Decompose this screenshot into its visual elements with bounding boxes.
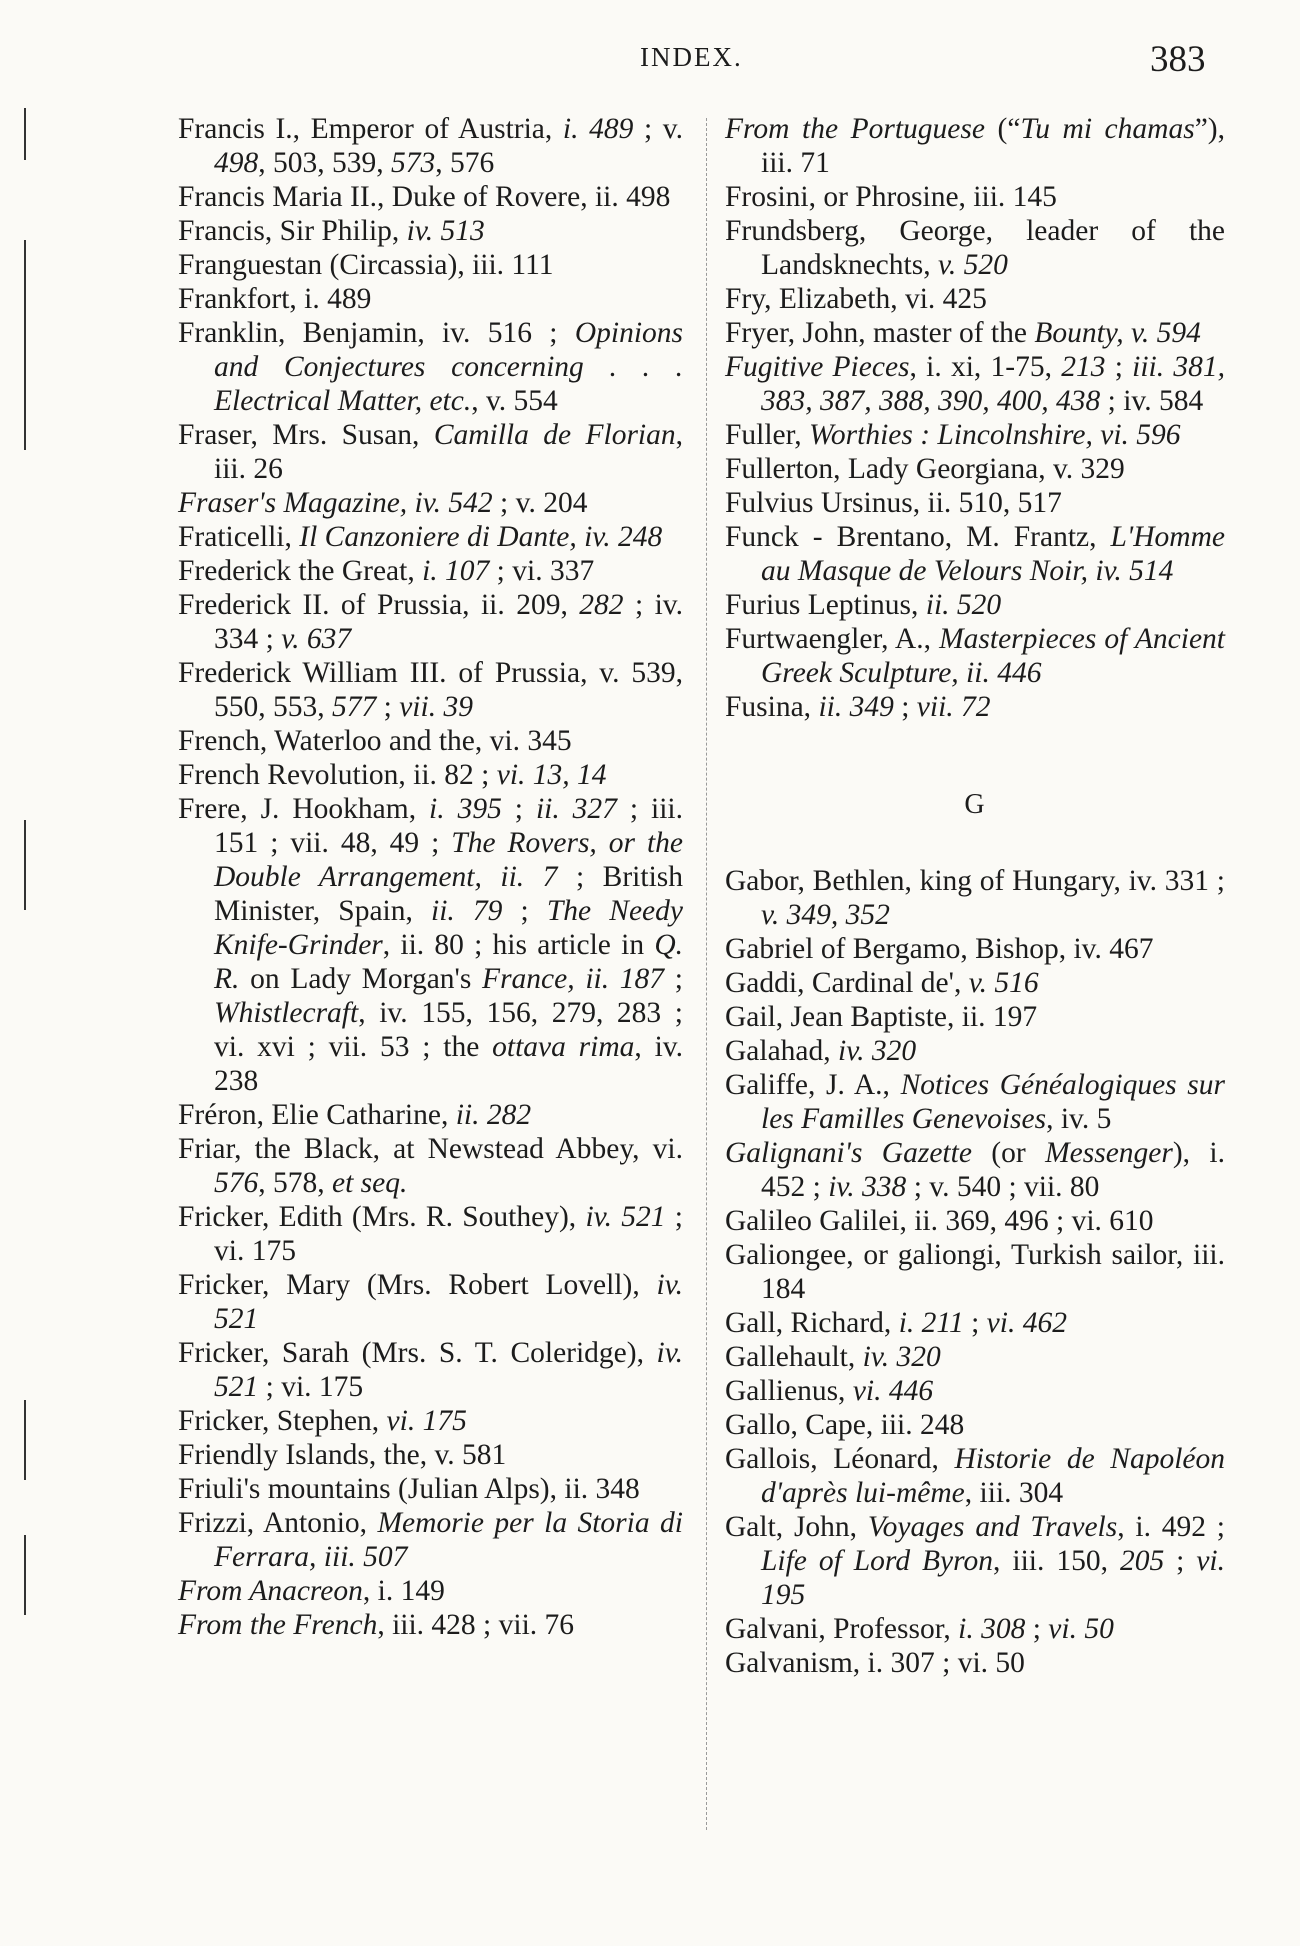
index-entry: Fusina, ii. 349 ; vii. 72 <box>725 691 991 723</box>
index-entry: Fréron, Elie Catharine, ii. 282 <box>178 1099 532 1131</box>
index-entry: Francis, Sir Philip, iv. 513 <box>178 215 485 247</box>
index-entry: Frederick II. of Prussia, ii. 209, 282 ; iv. 334 ; v. 637 <box>178 589 683 655</box>
index-entry: Furtwaengler, A., Masterpieces of Ancient Greek Sculpture, ii. 446 <box>725 623 1226 689</box>
running-head: INDEX. <box>640 42 743 72</box>
index-entry: Fricker, Sarah (Mrs. S. T. Coleridge), iv. 521 ; vi. 175 <box>178 1337 683 1403</box>
index-section-g <box>725 864 1225 1680</box>
margin-mark <box>24 240 26 450</box>
index-column-right <box>725 112 1225 1680</box>
index-entry: Gallois, Léonard, Historie de Napoléon d'après lui-même, iii. 304 <box>725 1443 1225 1509</box>
margin-mark <box>24 1535 26 1615</box>
index-entry: Gail, Jean Baptiste, ii. 197 <box>725 1001 1038 1033</box>
index-entry: Fraticelli, Il Canzoniere di Dante, iv. 248 <box>178 521 663 553</box>
margin-mark <box>24 108 26 160</box>
index-entry: Fraser's Magazine, iv. 542 ; v. 204 <box>178 487 588 519</box>
index-entry: Funck - Brentano, M. Frantz, L'Homme au Masque de Velours Noir, iv. 514 <box>725 521 1225 587</box>
index-column-left <box>178 112 683 1642</box>
index-entry: From the French, iii. 428 ; vii. 76 <box>178 1609 575 1641</box>
index-entry: Gallienus, vi. 446 <box>725 1375 934 1407</box>
page-header <box>0 38 1300 98</box>
index-entry: Fry, Elizabeth, vi. 425 <box>725 283 987 315</box>
index-entry: Friar, the Black, at Newstead Abbey, vi. 576, 578, et seq. <box>178 1133 683 1199</box>
index-entry: Gaddi, Cardinal de', v. 516 <box>725 967 1039 999</box>
margin-mark <box>24 820 26 910</box>
index-entry: Gallehault, iv. 320 <box>725 1341 941 1373</box>
index-entry: Friendly Islands, the, v. 581 <box>178 1439 507 1471</box>
index-entry: Franklin, Benjamin, iv. 516 ; Opinions and Conjectures concerning . . . Electrical Matter, etc., v. 554 <box>178 317 683 417</box>
index-entry: Galvani, Professor, i. 308 ; vi. 50 <box>725 1613 1114 1645</box>
index-entry: Galignani's Gazette (or Messenger), i. 452 ; iv. 338 ; v. 540 ; vii. 80 <box>725 1137 1225 1203</box>
index-entry: Fricker, Edith (Mrs. R. Southey), iv. 521 ; vi. 175 <box>178 1201 683 1267</box>
index-entry: Fullerton, Lady Georgiana, v. 329 <box>725 453 1125 485</box>
index-entry: Fugitive Pieces, i. xi, 1-75, 213 ; iii. 381, 383, 387, 388, 390, 400, 438 ; iv. 584 <box>725 351 1225 417</box>
index-entry: From the Portuguese (“Tu mi chamas”), iii. 71 <box>725 113 1225 179</box>
index-entry: Frizzi, Antonio, Memorie per la Storia di Ferrara, iii. 507 <box>178 1507 683 1573</box>
index-entry: Francis Maria II., Duke of Rovere, ii. 498 <box>178 181 671 213</box>
index-entry: Fryer, John, master of the Bounty, v. 594 <box>725 317 1201 349</box>
section-letter: G <box>964 789 986 820</box>
index-entry: Franguestan (Circassia), iii. 111 <box>178 249 554 281</box>
index-entry: French, Waterloo and the, vi. 345 <box>178 725 572 757</box>
index-entry: Fulvius Ursinus, ii. 510, 517 <box>725 487 1062 519</box>
index-entry: Gabriel of Bergamo, Bishop, iv. 467 <box>725 933 1154 965</box>
index-entry: Fricker, Mary (Mrs. Robert Lovell), iv. 521 <box>178 1269 683 1335</box>
index-entry: Gallo, Cape, iii. 248 <box>725 1409 965 1441</box>
margin-mark <box>24 1400 26 1480</box>
index-entry: Frere, J. Hookham, i. 395 ; ii. 327 ; iii. 151 ; vii. 48, 49 ; The Rovers, or the Double Arrangement, ii. 7 ; British Minister, Spain, ii. 79 ; The Needy Knife-Grinder, ii. 80 ; his article in Q. R. on Lady Morgan's France, ii. 187 ; Whistlecraft, iv. 155, 156, 279, 283 ; vi. xvi ; vii. 53 ; the ottava rima, iv. 238 <box>178 793 684 1097</box>
index-entry: Galt, John, Voyages and Travels, i. 492 ; Life of Lord Byron, iii. 150, 205 ; vi. 195 <box>725 1511 1225 1611</box>
index-entry: Furius Leptinus, ii. 520 <box>725 589 1002 621</box>
page-number: 383 <box>1150 39 1206 80</box>
index-entry: Galiffe, J. A., Notices Généalogiques sur les Familles Genevoises, iv. 5 <box>725 1069 1226 1135</box>
index-entry: Galileo Galilei, ii. 369, 496 ; vi. 610 <box>725 1205 1154 1237</box>
index-entry: Frederick the Great, i. 107 ; vi. 337 <box>178 555 595 587</box>
index-entry: Galahad, iv. 320 <box>725 1035 917 1067</box>
index-entry: From Anacreon, i. 149 <box>178 1575 445 1607</box>
index-entry: Gall, Richard, i. 211 ; vi. 462 <box>725 1307 1067 1339</box>
index-entry: Francis I., Emperor of Austria, i. 489 ; v. 498, 503, 539, 573, 576 <box>178 113 684 179</box>
index-entry: Galiongee, or galiongi, Turkish sailor, iii. 184 <box>725 1239 1225 1305</box>
index-entry: Frundsberg, George, leader of the Landsknechts, v. 520 <box>725 215 1225 281</box>
index-entry: Friuli's mountains (Julian Alps), ii. 348 <box>178 1473 640 1505</box>
index-entry: Frankfort, i. 489 <box>178 283 372 315</box>
column-divider <box>706 118 707 1830</box>
index-entry: Galvanism, i. 307 ; vi. 50 <box>725 1647 1025 1679</box>
index-entry: Fricker, Stephen, vi. 175 <box>178 1405 467 1437</box>
index-section-f <box>725 112 1225 724</box>
index-entry: French Revolution, ii. 82 ; vi. 13, 14 <box>178 759 607 791</box>
index-entry: Fraser, Mrs. Susan, Camilla de Florian, iii. 26 <box>178 419 683 485</box>
index-entry: Fuller, Worthies : Lincolnshire, vi. 596 <box>725 419 1181 451</box>
index-entry: Frederick William III. of Prussia, v. 539, 550, 553, 577 ; vii. 39 <box>178 657 683 723</box>
index-entry: Gabor, Bethlen, king of Hungary, iv. 331 ; v. 349, 352 <box>725 865 1225 931</box>
index-entry: Frosini, or Phrosine, iii. 145 <box>725 181 1057 213</box>
